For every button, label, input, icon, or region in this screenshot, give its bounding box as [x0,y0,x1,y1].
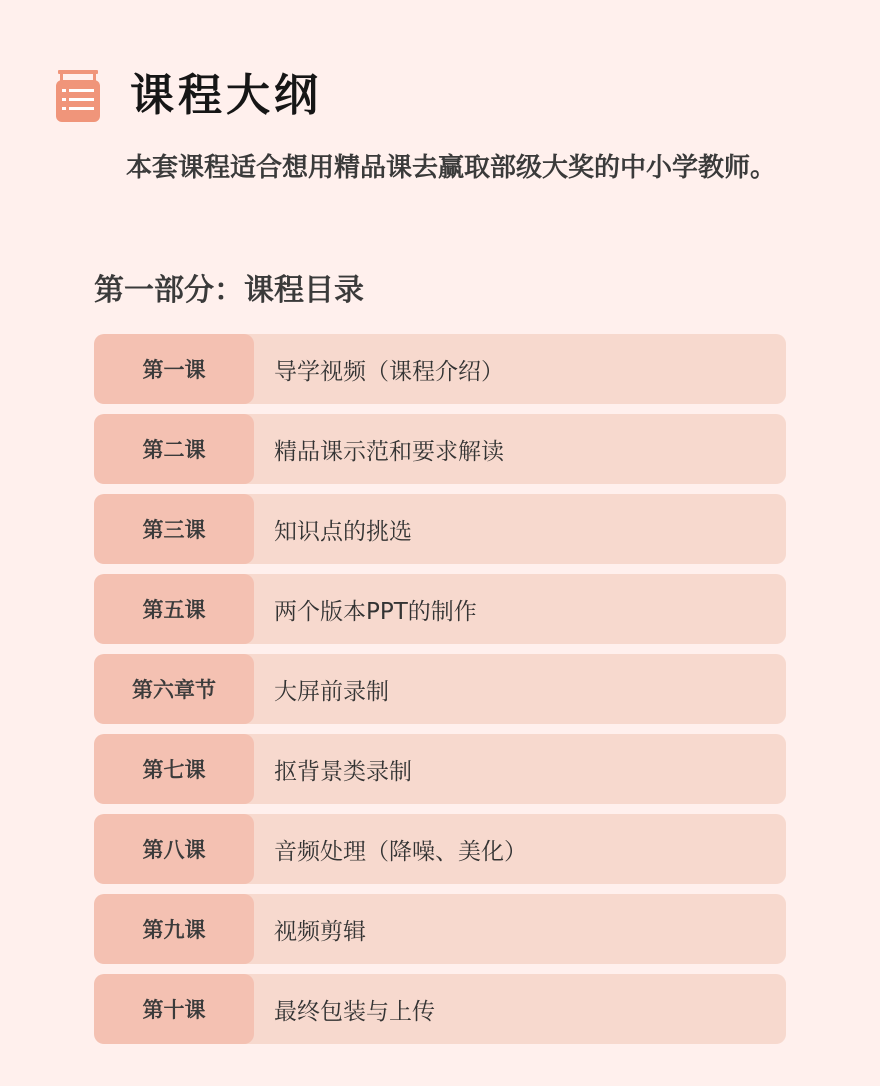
lesson-row-5[interactable] [94,654,786,724]
lesson-row-6[interactable] [94,734,786,804]
course-description: 本套课程适合想用精品课去赢取部级大奖的中小学教师。 [126,153,777,183]
lesson-row-7[interactable] [94,814,786,884]
lesson-number: 第二课 [94,414,254,484]
lesson-row-9[interactable] [94,974,786,1044]
page-title: 课程大纲 [130,70,322,121]
lesson-number: 第十课 [94,974,254,1044]
lesson-title: 两个版本PPT的制作 [274,598,477,625]
lesson-title: 知识点的挑选 [274,518,412,545]
lesson-title: 视频剪辑 [274,918,366,945]
section-title: 第一部分：课程目录 [94,273,364,308]
lesson-title: 抠背景类录制 [274,758,412,785]
lesson-title: 导学视频（课程介绍） [274,358,504,385]
lesson-row-2[interactable] [94,414,786,484]
lesson-number: 第七课 [94,734,254,804]
lesson-row-1[interactable] [94,334,786,404]
page-header [56,66,322,126]
lesson-row-8[interactable] [94,894,786,964]
lesson-number: 第八课 [94,814,254,884]
lesson-number: 第三课 [94,494,254,564]
lesson-list [94,334,786,1054]
lesson-number: 第六章节 [94,654,254,724]
lesson-title: 最终包装与上传 [274,998,435,1025]
lesson-number: 第九课 [94,894,254,964]
lesson-number: 第一课 [94,334,254,404]
lesson-row-4[interactable] [94,574,786,644]
lesson-title: 音频处理（降噪、美化） [274,838,527,865]
lesson-title: 精品课示范和要求解读 [274,438,504,465]
outline-list-icon [56,70,100,122]
lesson-row-3[interactable] [94,494,786,564]
lesson-number: 第五课 [94,574,254,644]
lesson-title: 大屏前录制 [274,678,389,705]
